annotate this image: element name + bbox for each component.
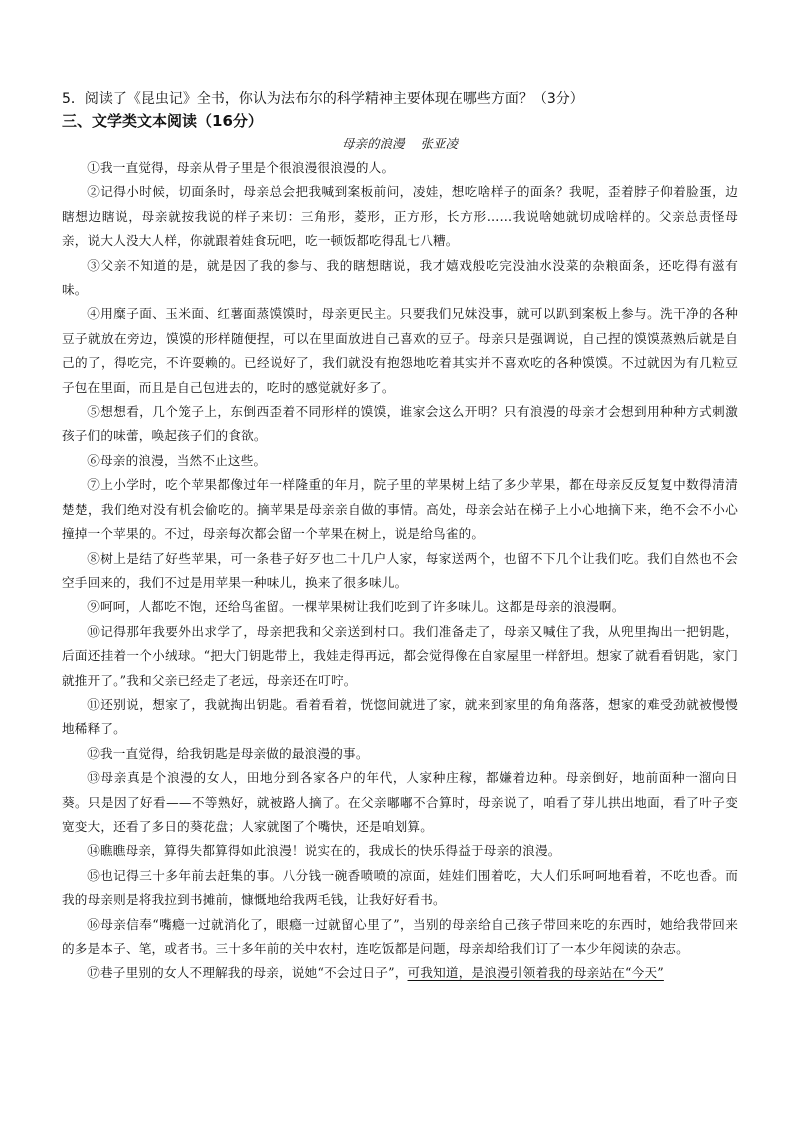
- article-heading: [62, 134, 738, 154]
- paragraph: ②记得小时候，切面条时，母亲总会把我喊到案板前问，凌娃，想吃啥样子的面条？我呢，歪着脖子仰着脸蛋，边瞎想边瞎说，母亲就按我说的样子来切：三角形，菱形，正方形，长方形……我说啥她就切成啥样的。父亲总责怪母亲，说大人没大人样，你就跟着娃食玩吧，吃一顿饭都吃得乱七八糟。: [62, 184, 738, 249]
- article-body: [62, 156, 738, 986]
- paragraph: ⑭瞧瞧母亲，算得失都算得如此浪漫！说实在的，我成长的快乐得益于母亲的浪漫。: [87, 843, 561, 859]
- underlined-sentence: 可我知道，是浪漫引领着我的母亲站在“今天”: [407, 965, 664, 981]
- paragraph: ⑤想想看，几个笼子上，东倒西歪着不同形样的馍馍，谁家会这么开明？只有浪漫的母亲才会想到用种种方式刺激孩子们的味蕾，唤起孩子们的食欲。: [62, 404, 738, 444]
- question-5: 5．阅读了《昆虫记》全书，你认为法布尔的科学精神主要体现在哪些方面？（3分）: [62, 91, 584, 107]
- paragraph: ⑬母亲真是个浪漫的女人，田地分到各家各户的年代，人家种庄稼，都嫌着边种。母亲倒好，地前面种一溜向日葵。只是因了好看——不等熟好，就被路人摘了。在父亲嘟嘟不合算时，母亲说了，咱看了芽儿拱出地面，看了叶子变宽变大，还看了多日的葵花盘；人家就图了个嘴快，还是咱划算。: [62, 770, 738, 834]
- paragraph: ⑮也记得三十多年前去赶集的事。八分钱一碗香喷喷的凉面，娃娃们围着吃，大人们乐呵呵地看着，不吃也香。而我的母亲则是将我拉到书摊前，慷慨地给我两毛钱，让我好好看书。: [62, 867, 738, 908]
- paragraph: ⑨呵呵，人都吃不饱，还给鸟雀留。一棵苹果树让我们吃到了许多味儿。这都是母亲的浪漫啊。: [87, 599, 625, 615]
- paragraph: ⑩记得那年我要外出求学了，母亲把我和父亲送到村口。我们准备走了，母亲又喊住了我，从兜里掏出一把钥匙，后面还挂着一个小绒球。“把大门钥匙带上，我娃走得再远，都会觉得像在自家屋里一样舒坦。想家了就看看钥匙，家门就推开了。”我和父亲已经走了老远，母亲还在叮咛。: [62, 623, 738, 688]
- paragraph: ③父亲不知道的是，就是因了我的参与、我的瞎想瞎说，我才嬉戏般吃完没油水没菜的杂粮面条，还吃得有滋有味。: [62, 257, 738, 298]
- paragraph: ①我一直觉得，母亲从骨子里是个很浪漫很浪漫的人。: [87, 160, 395, 175]
- paragraph: ⑥母亲的浪漫，当然不止这些。: [87, 452, 267, 468]
- paragraph: ④用糜子面、玉米面、红薯面蒸馍馍时，母亲更民主。只要我们兄妹没事，就可以趴到案板上参与。洗干净的各种豆子就放在旁边，馍馍的形样随便捏，可以在里面放进自己喜欢的豆子。母亲只是强调说，自己捏的馍馍蒸熟后就是自己的了，得吃完，不许耍赖的。已经说好了，我们就没有抱怨地吃着其实并不喜欢吃的各种馍馍。不过就因为有几粒豆子包在里面，而且是自己包进去的，吃时的感觉就好多了。: [62, 306, 738, 395]
- paragraph: ⑪还别说，想家了，我就掏出钥匙。看着看着，恍惚间就进了家，就来到家里的角角落落，想家的难受劲就被慢慢地稀释了。: [62, 696, 738, 737]
- paragraph: ⑧树上是结了好些苹果，可一条巷子好歹也二十几户人家，每家送两个，也留不下几个让我们吃。我们自然也不会空手回来的，我们不过是用苹果一种味儿，换来了很多味儿。: [62, 550, 738, 590]
- article-author: 张亚凌: [420, 136, 459, 151]
- last-paragraph: [62, 961, 738, 985]
- last-paragraph-text: ⑰巷子里别的女人不理解我的母亲，说她“不会过日子”，: [87, 965, 408, 981]
- paragraph: ⑯母亲信奉“嘴瘾一过就消化了，眼瘾一过就留心里了”，当别的母亲给自己孩子带回来吃的东西时，她给我带回来的多是本子、笔，或者书。三十多年前的关中农村，连吃饭都是问题，母亲却给我们订了一本少年阅读的杂志。: [62, 916, 738, 956]
- page-content: [62, 88, 738, 986]
- paragraph: ⑫我一直觉得，给我钥匙是母亲做的最浪漫的事。: [87, 745, 369, 761]
- article-title: 母亲的浪漫: [341, 136, 405, 151]
- section-title: 三、文学类文本阅读（16分）: [62, 112, 263, 130]
- paragraph: ⑦上小学时，吃个苹果都像过年一样隆重的年月，院子里的苹果树上结了多少苹果，都在母亲反反复复中数得清清楚楚，我们绝对没有机会偷吃的。摘苹果是母亲亲自做的事情。高处，母亲会站在梯子上小心地摘下来，绝不会不小心撞掉一个苹果的。不过，母亲每次都会留一个苹果在树上，说是给鸟雀的。: [62, 477, 738, 542]
